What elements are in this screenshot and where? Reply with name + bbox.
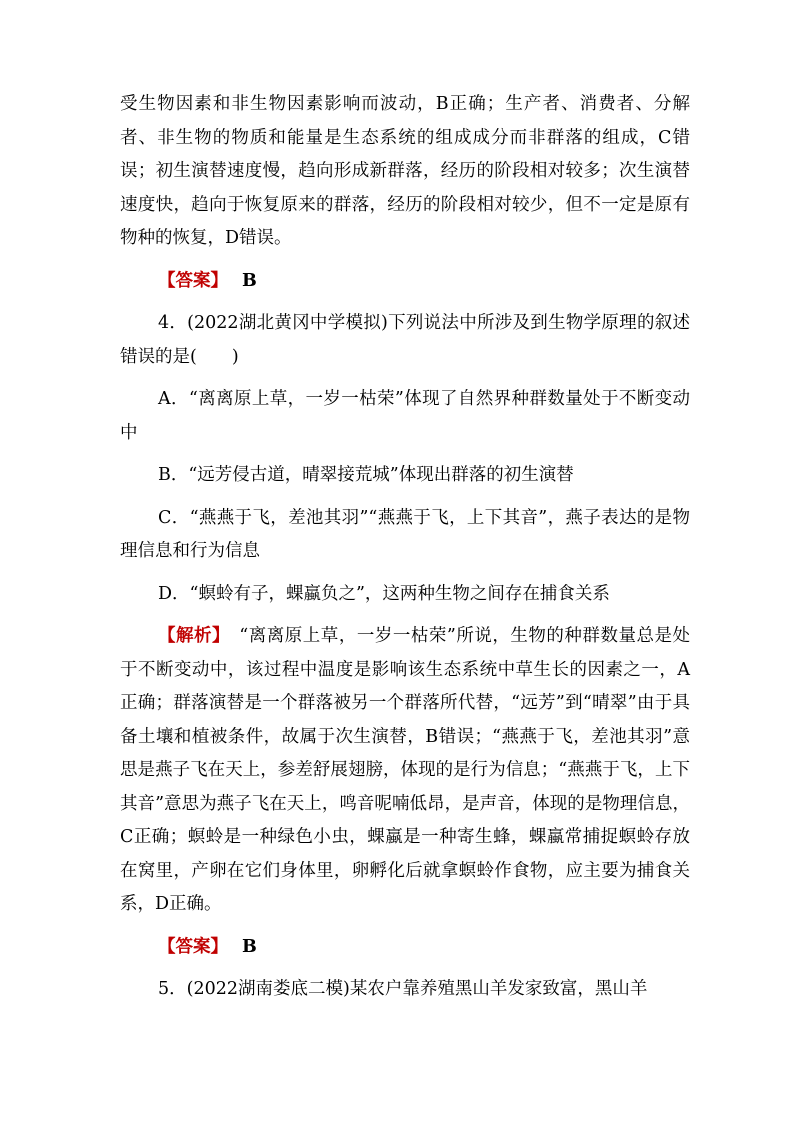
- question-4-option-a: A．“离离原上草，一岁一枯荣”体现了自然界种群数量处于不断变动中: [120, 389, 690, 443]
- document-page: [120, 88, 690, 1007]
- answer-4-tag: 【答案】: [158, 936, 228, 957]
- question-4-stem: 4．(2022湖北黄冈中学模拟)下列说法中所涉及到生物学原理的叙述错误的是( ): [120, 313, 690, 367]
- analysis-text: “离离原上草，一岁一枯荣”所说，生物的种群数量总是处于不断变动中，该过程中温度是影响该生态系统中草生长的因素之一，A正确；群落演替是一个群落被另一个群落所代替，“远芳”到“晴翠”由于具备土壤和植被条件，故属于次生演替，B错误；“燕燕于飞，差池其羽”意思是燕子飞在天上，参差舒展翅膀，体现的是行为信息；“燕燕于飞，上下其音”意思为燕子飞在天上，鸣音呢喃低昂，是声音，体现的是物理信息，C正确；螟蛉是一种绿色小虫，蜾蠃是一种寄生蜂，蜾蠃常捕捉螟蛉存放在窝里，产卵在它们身体里，卵孵化后就拿螟蛉作食物，应主要为捕食关系，D正确。: [120, 626, 690, 914]
- analysis-tag: 【解析】: [158, 626, 222, 646]
- question-4-option-d: D．“螟蛉有子，蜾蠃负之”，这两种生物之间存在捕食关系: [158, 583, 610, 604]
- question-4-option-b: B．“远芳侵古道，晴翠接荒城”体现出群落的初生演替: [158, 465, 574, 485]
- question-4-option-c: C．“燕燕于飞，差池其羽”“燕燕于飞，上下其音”，燕子表达的是物理信息和行为信息: [120, 507, 690, 561]
- question-4-analysis: [120, 620, 690, 922]
- answer-4-line: [120, 931, 690, 965]
- answer-3-value: B: [242, 270, 257, 291]
- answer-4-value: B: [242, 936, 257, 957]
- answer-3-tag: 【答案】: [158, 270, 228, 291]
- intro-paragraph: 受生物因素和非生物因素影响而波动，B正确；生产者、消费者、分解者、非生物的物质和能量是生态系统的组成成分而非群落的组成，C错误；初生演替速度慢，趋向形成新群落，经历的阶段相对较多；次生演替速度快，趋向于恢复原来的群落，经历的阶段相对较少，但不一定是原有物种的恢复，D错误。: [120, 94, 690, 248]
- question-5-stem: 5．(2022湖南娄底二模)某农户靠养殖黑山羊发家致富，黑山羊: [158, 979, 648, 999]
- answer-3-line: [120, 265, 690, 299]
